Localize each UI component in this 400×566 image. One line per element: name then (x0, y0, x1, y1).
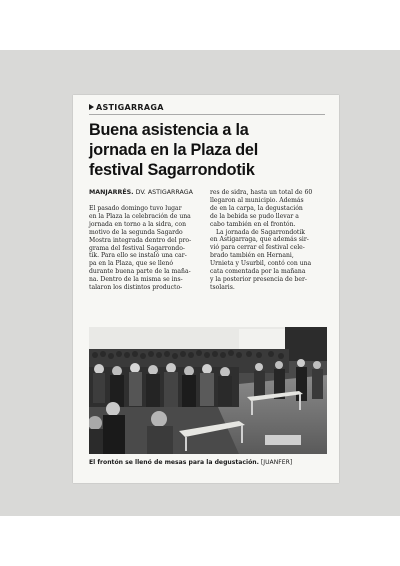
body-line: Mostra integrada dentro del pro- (89, 236, 192, 244)
body-line: tik. Para ello se instaló una car- (89, 252, 187, 260)
body-line: brado también en Hernani, (210, 252, 294, 260)
body-line: motivo de la segunda Sagardo (89, 228, 183, 236)
photo-caption (89, 459, 329, 466)
body-line: res de sidra, hasta un total de 60 (210, 189, 313, 196)
body-line: cabo también en el frontón. (210, 220, 296, 228)
body-line: El pasado domingo tuvo lugar (89, 205, 182, 212)
body-line: en Astigarraga, que además sir- (210, 236, 309, 244)
section-label (89, 103, 164, 112)
newspaper-clipping (73, 95, 339, 483)
body-line: cata comentada por la mañana (210, 268, 306, 276)
headline-line: festival Sagarrondotik (89, 161, 255, 179)
body-line: jornada en torno a la sidra, con (89, 220, 187, 228)
caption-credit: JUANFER (263, 459, 290, 466)
body-line: grama del festival Sagarrondo- (89, 244, 185, 252)
body-line: llegaron al municipio. Además (210, 196, 304, 204)
body-line: en la Plaza la celebración de una (89, 212, 191, 220)
body-line: na. Dentro de la misma se ins- (89, 276, 183, 284)
byline-place: DV. ASTIGARRAGA (135, 189, 193, 196)
body-column-2 (210, 189, 323, 292)
byline-author: MANJARRÉS. (89, 189, 134, 196)
body-line: talaron los distintos producto- (89, 284, 183, 292)
caption-text: El frontón se llenó de mesas para la degustación. (89, 459, 259, 466)
body-line: pa en la Plaza, que se llenó (89, 260, 173, 268)
body-line: y la posterior presencia de ber- (210, 275, 307, 283)
body-line: de en la carpa, la degustación (210, 204, 303, 212)
section-rule (89, 114, 325, 115)
headline-line: jornada en la Plaza del (89, 141, 259, 159)
body-column-1 (89, 205, 202, 292)
headline (89, 120, 325, 180)
crowd-photo-illustration (89, 327, 327, 454)
caption-credit-wrap: [JUANFER] (260, 459, 293, 466)
body-line: Urnieta y Usurbil, contó con una (210, 260, 312, 268)
section-name: ASTIGARRAGA (96, 103, 164, 112)
headline-line: Buena asistencia a la (89, 121, 249, 139)
triangle-icon (89, 104, 94, 110)
body-line: La jornada de Sagarrondotik (216, 228, 305, 236)
fronton-photo (89, 327, 327, 454)
body-line: tsolaris. (210, 283, 235, 291)
body-line: durante buena parte de la maña- (89, 268, 191, 276)
body-line: de la bebida se pudo llevar a (210, 212, 299, 220)
byline (89, 189, 193, 196)
body-line: vió para cerrar el festival cele- (210, 244, 305, 252)
